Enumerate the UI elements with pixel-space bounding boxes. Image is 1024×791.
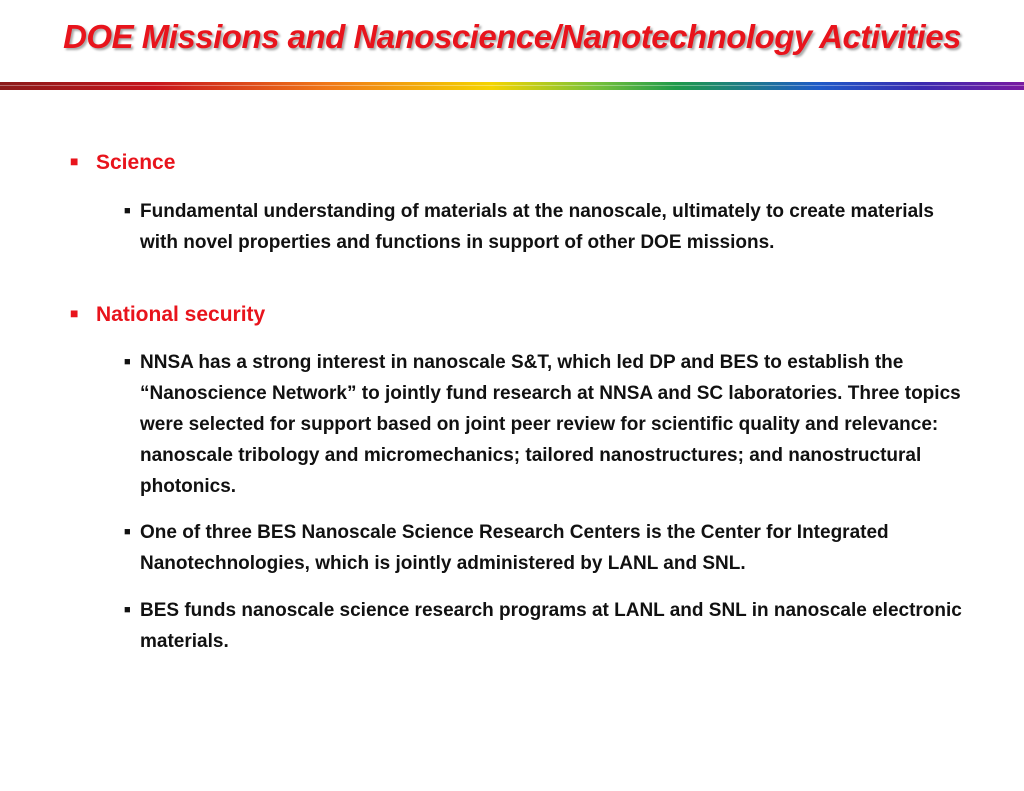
bullet-item (124, 347, 964, 502)
section-heading-science (70, 148, 175, 176)
square-bullet-icon: ■ (124, 356, 131, 368)
bullet-item (124, 196, 964, 258)
bullet-item-text: BES funds nanoscale science research programs at LANL and SNL in nanoscale electronic materials. (140, 600, 962, 652)
rainbow-divider (0, 82, 1024, 90)
square-bullet-icon: ■ (124, 604, 131, 616)
section-heading-national-security (70, 300, 265, 328)
square-bullet-icon: ■ (70, 153, 79, 169)
square-bullet-icon: ■ (124, 205, 131, 217)
section-heading-label: National security (96, 303, 266, 326)
bullet-item (124, 517, 964, 579)
section-heading-label: Science (96, 151, 176, 174)
square-bullet-icon: ■ (124, 526, 131, 538)
bullet-item-text: Fundamental understanding of materials at the nanoscale, ultimately to create materials with novel properties and functions in support of other DOE missions. (140, 201, 934, 253)
square-bullet-icon: ■ (70, 305, 79, 321)
bullet-item-text: One of three BES Nanoscale Science Research Centers is the Center for Integrated Nanotechnologies, which is jointly administered by LANL and SNL. (140, 522, 889, 574)
bullet-item-text: NNSA has a strong interest in nanoscale S&T, which led DP and BES to establish the “Nanoscience Network” to jointly fund research at NNSA and SC laboratories. Three topics were selected for support based on joint peer review for scientific quality and relevance: nanoscale tribology and micromechanics; tailored nanostructures; and nanostructural photonics. (140, 352, 961, 497)
slide-title: DOE Missions and Nanoscience/Nanotechnology Activities (63, 18, 961, 55)
bullet-item (124, 595, 964, 657)
